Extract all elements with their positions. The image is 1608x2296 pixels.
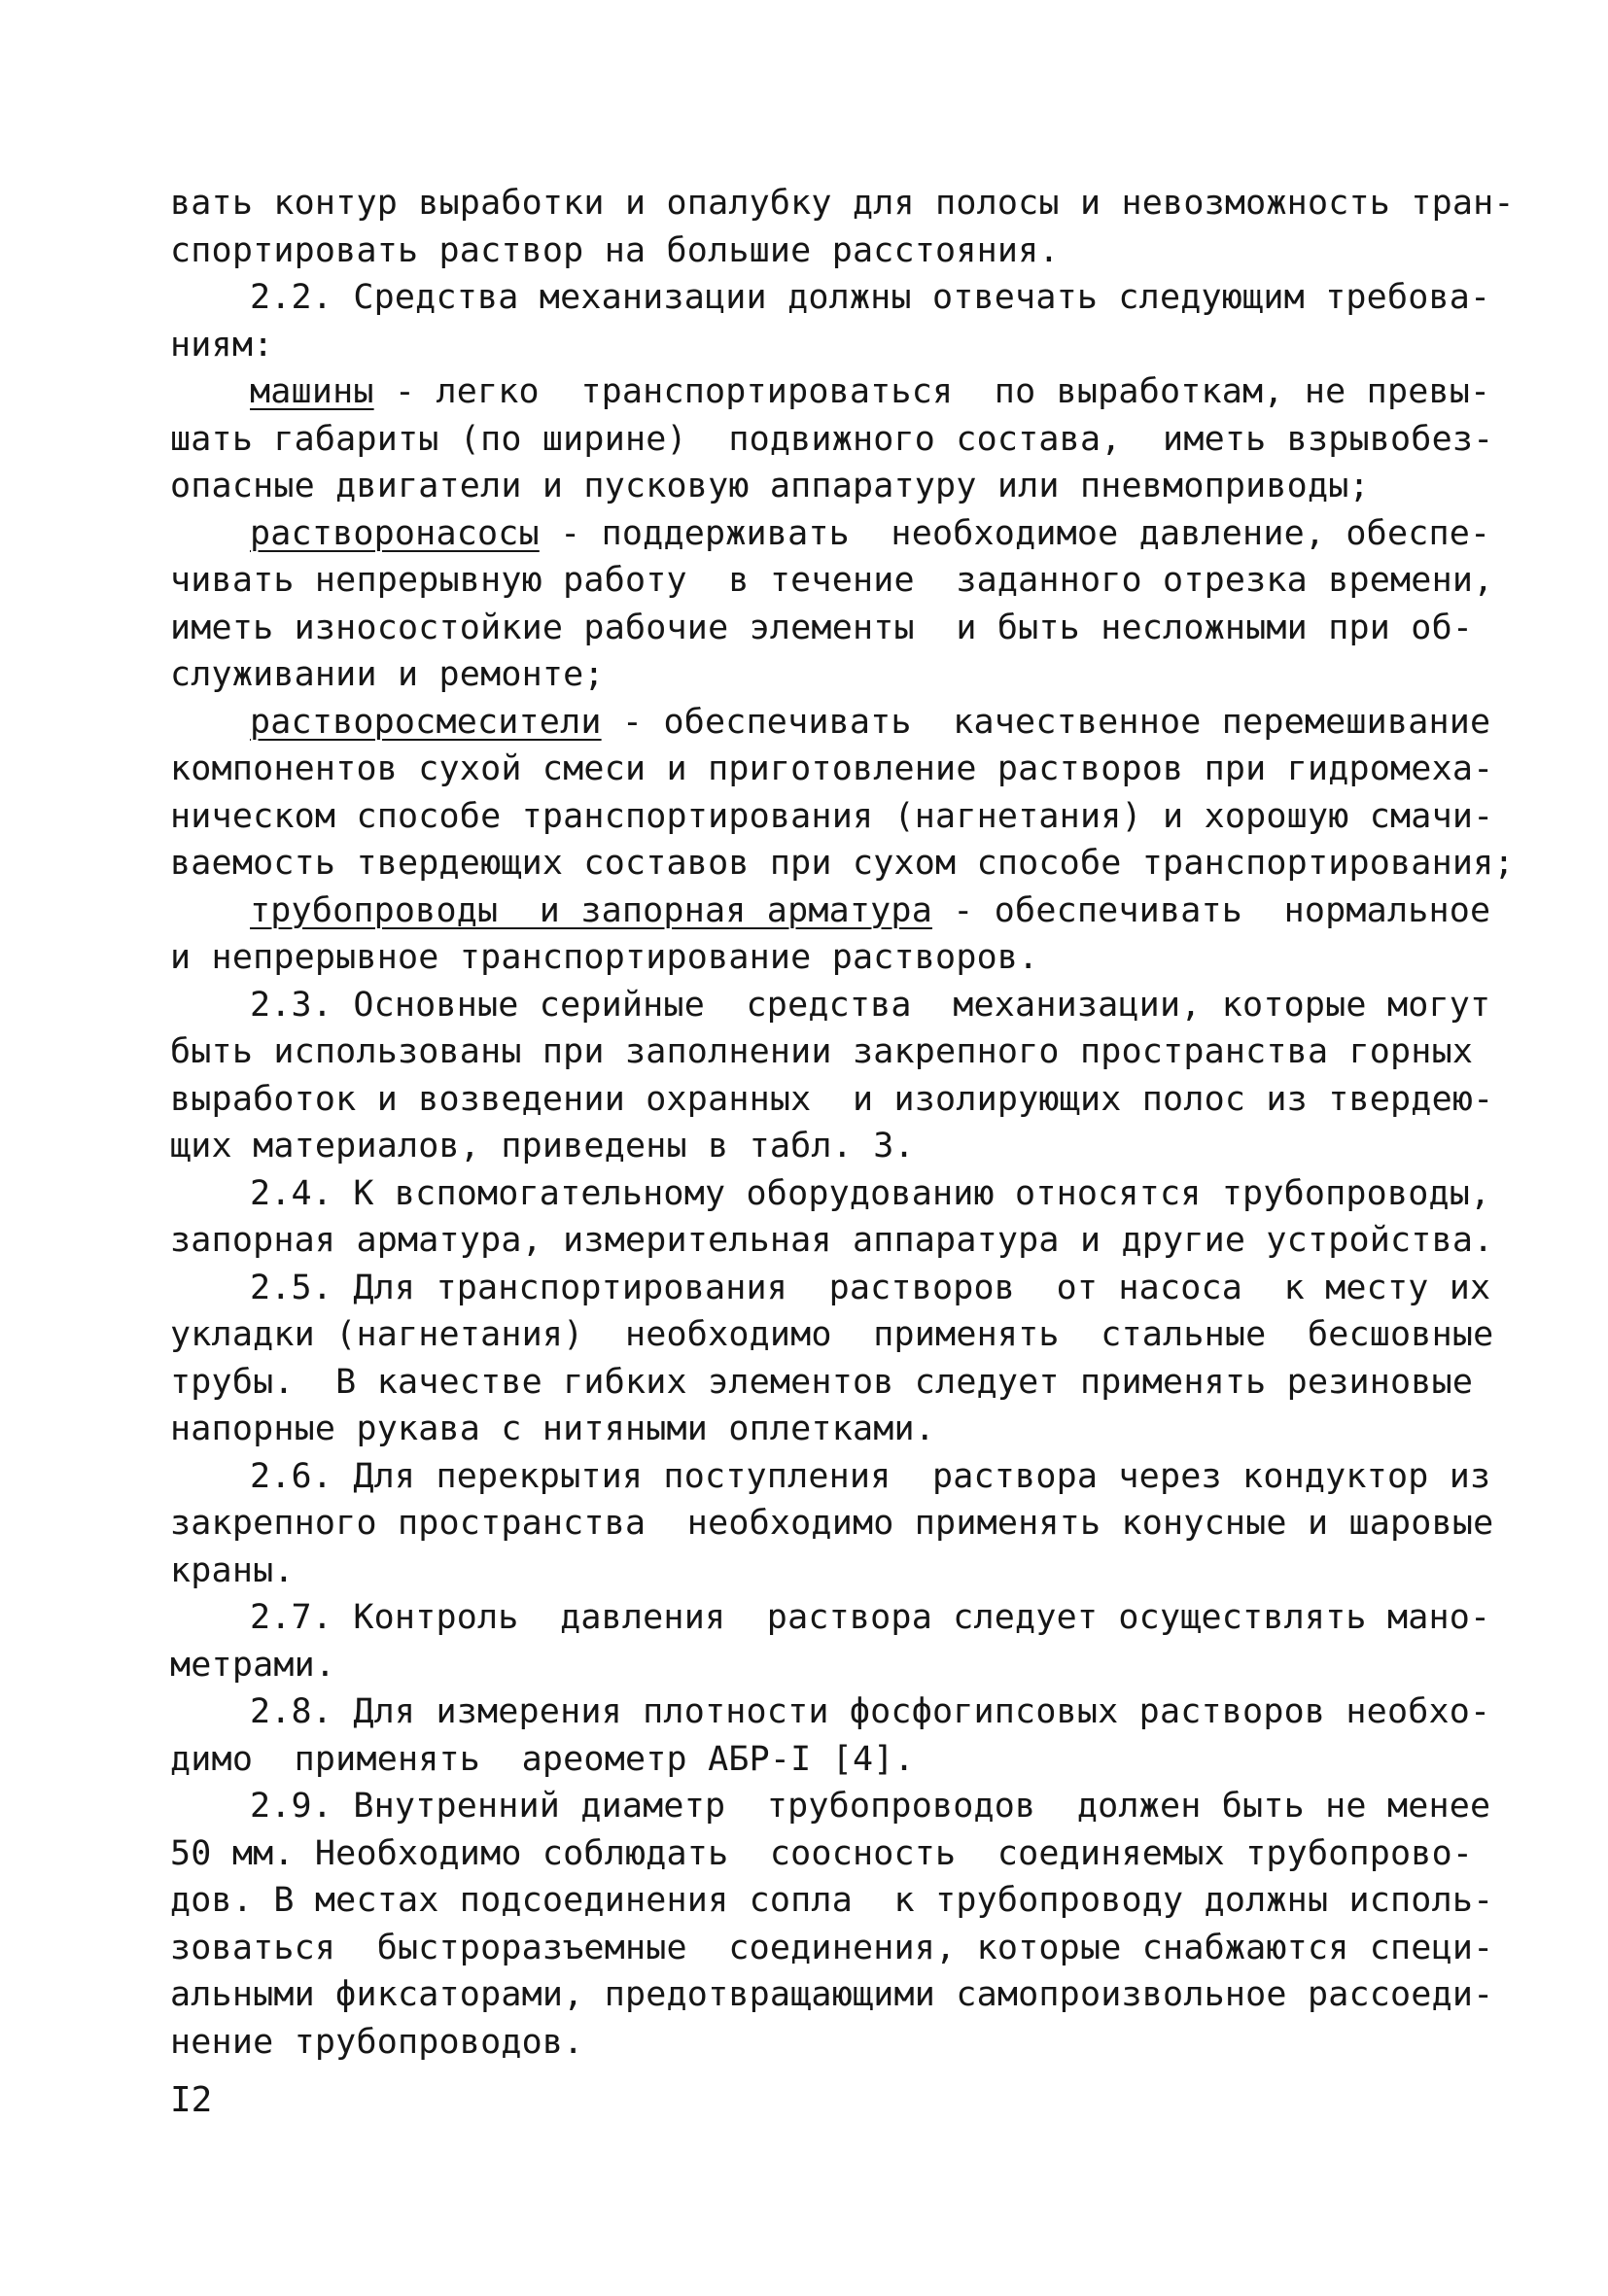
document-body bbox=[170, 180, 1515, 2066]
paragraph-2-3-line: 2.3. Основные серийные средства механизации, которые могут bbox=[250, 985, 1491, 1025]
mixers-line: ническом способе транспортирования (нагнетания) и хорошую смачи- bbox=[170, 796, 1494, 836]
paragraph-2-5-line: трубы. В качестве гибких элементов следует применять резиновые bbox=[170, 1362, 1474, 1402]
paragraph-2-4-line: 2.4. К вспомогательному оборудованию относятся трубопроводы, bbox=[250, 1173, 1491, 1213]
text-line: спортировать раствор на большие расстояния. bbox=[170, 230, 1060, 270]
mixers-line bbox=[170, 699, 1491, 747]
paragraph-2-3-line: быть использованы при заполнении закрепного пространства горных bbox=[170, 1032, 1474, 1071]
pipes-line: и непрерывное транспортирование растворов. bbox=[170, 938, 1039, 977]
pumps-term: растворонасосы bbox=[250, 513, 540, 553]
pipes-text: - обеспечивать нормальное bbox=[931, 890, 1491, 930]
paragraph-2-9-line: 2.9. Внутренний диаметр трубопроводов должен быть не менее bbox=[250, 1787, 1491, 1826]
pumps-line: иметь износостойкие рабочие элементы и быть несложными при об- bbox=[170, 608, 1474, 647]
machines-line: опасные двигатели и пусковую аппаратуру или пневмоприводы; bbox=[170, 467, 1370, 505]
paragraph-2-8-line: димо применять ареометр АБР-I [4]. bbox=[170, 1739, 915, 1779]
paragraph-2-9-line: 50 мм. Необходимо соблюдать соосность соединяемых трубопрово- bbox=[170, 1833, 1474, 1873]
paragraph-2-8-line: 2.8. Для измерения плотности фосфогипсовых растворов необхо- bbox=[250, 1692, 1491, 1731]
pipes-term: трубопроводы и запорная арматура bbox=[250, 890, 932, 930]
machines-term: машины bbox=[250, 372, 374, 411]
paragraph-2-9-line: нение трубопроводов. bbox=[170, 2022, 584, 2062]
pumps-line bbox=[170, 510, 1491, 558]
mixers-term: растворосмесители bbox=[250, 702, 602, 742]
pumps-text: - поддерживать необходимое давление, обеспе- bbox=[539, 513, 1491, 553]
paragraph-2-5-line: 2.5. Для транспортирования растворов от насоса к месту их bbox=[250, 1268, 1491, 1307]
pumps-line: служивании и ремонте; bbox=[170, 655, 605, 694]
text-line: вать контур выработки и опалубку для полосы и невозможность тран- bbox=[170, 184, 1515, 223]
paragraph-2-9-line: альными фиксаторами, предотвращающими самопроизвольное рассоеди- bbox=[170, 1975, 1494, 2014]
paragraph-2-3-line: выработок и возведении охранных и изолирующих полос из твердею- bbox=[170, 1079, 1494, 1119]
mixers-text: - обеспечивать качественное перемешивание bbox=[601, 702, 1491, 742]
paragraph-2-3-line: щих материалов, приведены в табл. 3. bbox=[170, 1127, 915, 1165]
machines-text: - легко транспортироваться по выработкам, не превы- bbox=[373, 372, 1491, 411]
paragraph-2-5-line: напорные рукава с нитяными оплетками. bbox=[170, 1409, 936, 1448]
paragraph-2-6-line: закрепного пространства необходимо применять конусные и шаровые bbox=[170, 1504, 1494, 1543]
paragraph-2-9-line: зоваться быстроразъемные соединения, которые снабжаются специ- bbox=[170, 1928, 1494, 1967]
paragraph-2-5-line: укладки (нагнетания) необходимо применять стальные бесшовные bbox=[170, 1315, 1494, 1354]
pumps-line: чивать непрерывную работу в течение заданного отрезка времени, bbox=[170, 561, 1494, 600]
page-number: I2 bbox=[170, 2080, 213, 2120]
paragraph-2-6-line: краны. bbox=[170, 1550, 295, 1590]
paragraph-2-6-line: 2.6. Для перекрытия поступления раствора через кондуктор из bbox=[250, 1456, 1491, 1496]
machines-line: шать габариты (по ширине) подвижного состава, иметь взрывобез- bbox=[170, 419, 1494, 459]
paragraph-2-2-line: ниям: bbox=[170, 325, 274, 365]
paragraph-2-7-line: 2.7. Контроль давления раствора следует осуществлять мано- bbox=[250, 1598, 1491, 1637]
mixers-line: ваемость твердеющих составов при сухом способе транспортирования; bbox=[170, 844, 1515, 883]
mixers-line: компонентов сухой смеси и приготовление растворов при гидромеха- bbox=[170, 749, 1494, 788]
pipes-line bbox=[170, 887, 1491, 935]
paragraph-2-2-line: 2.2. Средства механизации должны отвечать следующим требова- bbox=[250, 278, 1491, 317]
machines-line bbox=[170, 368, 1491, 416]
paragraph-2-4-line: запорная арматура, измерительная аппаратура и другие устройства. bbox=[170, 1221, 1494, 1260]
paragraph-2-7-line: метрами. bbox=[170, 1645, 336, 1685]
paragraph-2-9-line: дов. В местах подсоединения сопла к трубопроводу должны исполь- bbox=[170, 1881, 1494, 1920]
